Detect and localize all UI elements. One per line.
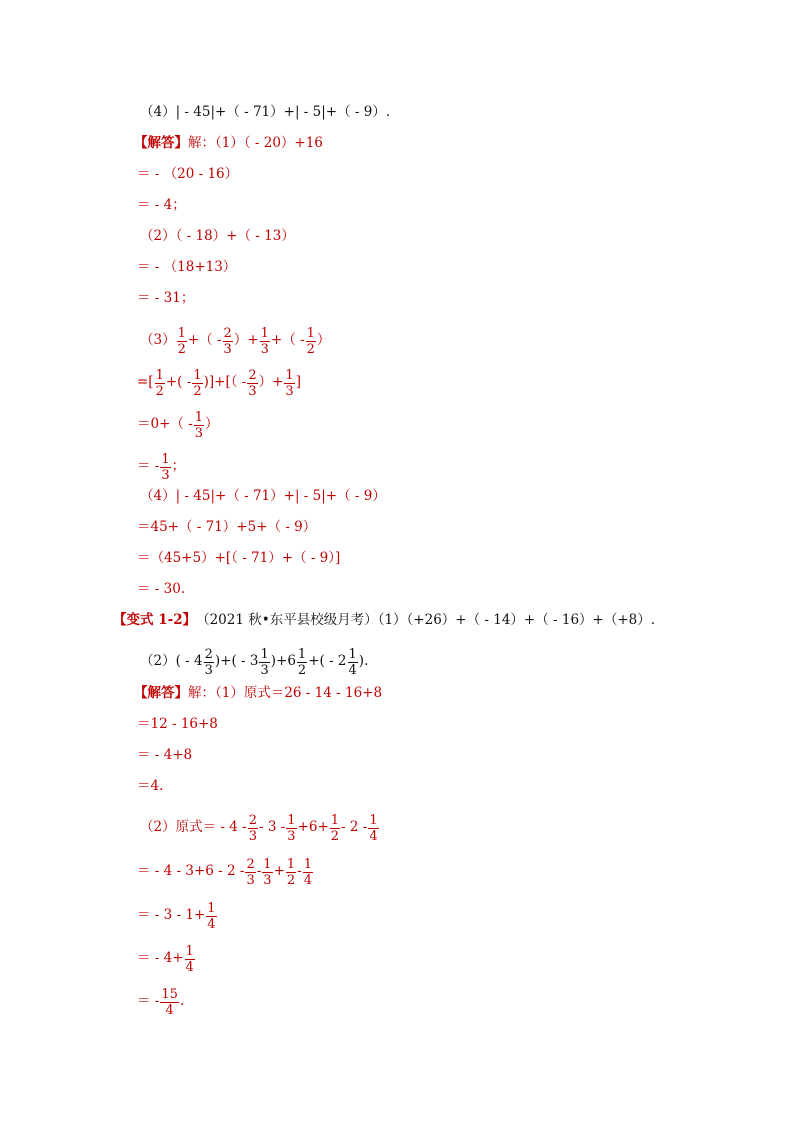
text: +（ - <box>187 332 222 349</box>
denominator: 3 <box>263 872 272 888</box>
text: +( - 2 <box>308 653 347 670</box>
fraction <box>262 858 272 887</box>
fraction <box>248 814 258 843</box>
text: （4）| - 45|+（ - 71）+| - 5|+（ - 9）. <box>140 104 391 121</box>
text: +（ - <box>270 332 305 349</box>
fraction <box>155 369 165 398</box>
text: ） <box>205 416 219 433</box>
numerator: 1 <box>330 812 340 828</box>
text: ＝4. <box>137 778 164 795</box>
fraction <box>368 814 378 843</box>
step-line-fractions <box>137 403 219 447</box>
text: ＝45+（ - 71）+5+（ - 9） <box>137 519 317 536</box>
denominator: 2 <box>193 383 202 399</box>
answer-tag: 【解答】 <box>134 685 188 702</box>
text: - <box>297 863 302 880</box>
text: . <box>179 993 185 1010</box>
text: )+( - 3 <box>214 653 259 670</box>
denominator: 2 <box>306 341 315 357</box>
fraction <box>160 453 170 482</box>
text: ＝ - <box>137 458 160 475</box>
fraction <box>286 858 296 887</box>
fraction <box>260 327 270 356</box>
fraction <box>297 648 307 677</box>
variant-heading <box>113 609 655 633</box>
numerator: 1 <box>263 856 272 872</box>
denominator: 3 <box>223 341 232 357</box>
denominator: 3 <box>260 662 269 678</box>
step-line <box>140 485 386 509</box>
numerator: 2 <box>248 812 257 828</box>
fraction <box>247 369 257 398</box>
denominator: 3 <box>248 828 257 844</box>
step-line-fractions <box>137 445 185 489</box>
numerator: 1 <box>207 900 216 916</box>
step-line <box>137 578 185 602</box>
numerator: 1 <box>155 367 164 383</box>
fraction <box>223 327 233 356</box>
variant-tag: 【变式 1-2】 <box>113 612 197 629</box>
denominator: 3 <box>204 662 213 678</box>
fraction <box>284 369 294 398</box>
numerator: 1 <box>303 856 313 872</box>
text: ). <box>358 653 369 670</box>
step-line-fractions <box>140 319 330 363</box>
numerator: 15 <box>161 986 178 1002</box>
denominator: 4 <box>165 1002 174 1018</box>
text: - 2 - <box>341 819 368 836</box>
numerator: 1 <box>260 325 269 341</box>
text: （2） <box>140 653 176 670</box>
fraction <box>192 369 202 398</box>
numerator: 2 <box>246 856 255 872</box>
denominator: 4 <box>303 872 313 888</box>
denominator: 3 <box>248 383 257 399</box>
denominator: 3 <box>161 467 170 483</box>
step-line <box>137 194 186 218</box>
fraction <box>177 327 187 356</box>
numerator: 1 <box>348 646 357 662</box>
numerator: 1 <box>185 943 194 959</box>
fraction <box>348 648 358 677</box>
text: ＝ - 30. <box>137 581 186 598</box>
text: +( - <box>165 374 192 391</box>
text: )]+[（ - <box>203 374 247 391</box>
text: =[ <box>137 374 154 391</box>
text: ＝ - <box>137 993 160 1010</box>
fraction <box>330 814 340 843</box>
fraction <box>185 945 195 974</box>
numerator: 1 <box>177 325 186 341</box>
denominator: 2 <box>286 872 296 888</box>
denominator: 3 <box>246 872 255 888</box>
fraction <box>303 858 313 887</box>
step-line <box>137 547 340 571</box>
text: ）+ <box>258 374 284 391</box>
text: ＝12 - 16+8 <box>137 716 218 733</box>
step-line <box>137 256 236 280</box>
denominator: 4 <box>348 662 357 678</box>
variant-part-2 <box>140 640 368 684</box>
denominator: 3 <box>260 341 269 357</box>
final-result <box>137 980 184 1024</box>
numerator: 1 <box>194 409 204 425</box>
step-line-fractions <box>137 361 301 405</box>
text: （2）（ - 18）+（ - 13） <box>140 228 295 245</box>
fraction <box>194 411 204 440</box>
step-line <box>137 744 192 768</box>
text: （2021 秋•东平县校级月考）（1）（+26）+（ - 14）+（ - 16）+（+8）. <box>196 612 656 629</box>
numerator: 2 <box>204 646 213 662</box>
text: ； <box>171 458 186 475</box>
denominator: 2 <box>155 383 164 399</box>
text: ＝ - （20 - 16） <box>137 166 239 183</box>
text: +6+ <box>297 819 329 836</box>
denominator: 2 <box>177 341 186 357</box>
denominator: 2 <box>297 662 307 678</box>
text: 解：（1）（ - 20）+16 <box>188 135 323 152</box>
text: （4）| - 45|+（ - 71）+| - 5|+（ - 9） <box>140 488 386 505</box>
numerator: 1 <box>260 646 269 662</box>
numerator: 1 <box>306 325 315 341</box>
text: )+6 <box>270 653 296 670</box>
fraction <box>306 327 316 356</box>
fraction <box>160 988 179 1017</box>
text: ＝ - 4+8 <box>137 747 193 764</box>
text: 解：（1）原式＝26 - 14 - 16+8 <box>188 685 383 702</box>
numerator: 1 <box>287 812 296 828</box>
text: - 3 - <box>258 819 286 836</box>
text: + <box>273 863 285 880</box>
denominator: 4 <box>185 959 194 975</box>
step-line <box>140 225 295 249</box>
denominator: 2 <box>330 828 340 844</box>
fraction <box>286 814 296 843</box>
step-line-fractions <box>137 850 314 894</box>
text: ＝0+（ - <box>137 416 193 433</box>
fraction <box>206 902 216 931</box>
fraction <box>259 648 269 677</box>
numerator: 1 <box>285 367 294 383</box>
numerator: 1 <box>297 646 307 662</box>
numerator: 1 <box>193 367 202 383</box>
problem-4-statement <box>140 101 390 125</box>
step-line <box>137 163 238 187</box>
text: （2）原式＝ - 4 - <box>140 819 247 836</box>
denominator: 3 <box>285 383 294 399</box>
text: ＝ - （18+13） <box>137 259 237 276</box>
step-line <box>137 287 194 311</box>
text: ＝ - 3 - 1+ <box>137 907 206 924</box>
text: ( - 4 <box>175 653 203 670</box>
text: ＝ - 4； <box>137 197 186 214</box>
denominator: 3 <box>287 828 296 844</box>
text: ＝ - 4 - 3+6 - 2 - <box>137 863 245 880</box>
numerator: 1 <box>369 812 378 828</box>
numerator: 2 <box>248 367 257 383</box>
fraction <box>204 648 214 677</box>
step-line-fractions <box>137 894 218 938</box>
text: ] <box>295 374 301 391</box>
text: ） <box>316 332 331 349</box>
denominator: 4 <box>369 828 378 844</box>
text: ＝ - 4+ <box>137 950 184 967</box>
step-line <box>137 713 218 737</box>
denominator: 4 <box>207 916 216 932</box>
answer-heading-1 <box>134 132 323 156</box>
text: - <box>256 863 262 880</box>
step-line <box>137 775 163 799</box>
text: ＝ - 31； <box>137 290 195 307</box>
text: ＝（45+5）+[（ - 71）+（ - 9）] <box>137 550 341 567</box>
answer-tag: 【解答】 <box>134 135 188 152</box>
denominator: 3 <box>194 425 204 441</box>
numerator: 2 <box>223 325 232 341</box>
numerator: 1 <box>286 856 296 872</box>
step-line-fractions <box>140 806 380 850</box>
text: （3） <box>140 332 176 349</box>
numerator: 1 <box>161 451 170 467</box>
answer-heading-2 <box>134 682 382 706</box>
step-line-fractions <box>137 937 196 981</box>
text: ）+ <box>233 332 259 349</box>
step-line <box>137 516 316 540</box>
fraction <box>245 858 255 887</box>
